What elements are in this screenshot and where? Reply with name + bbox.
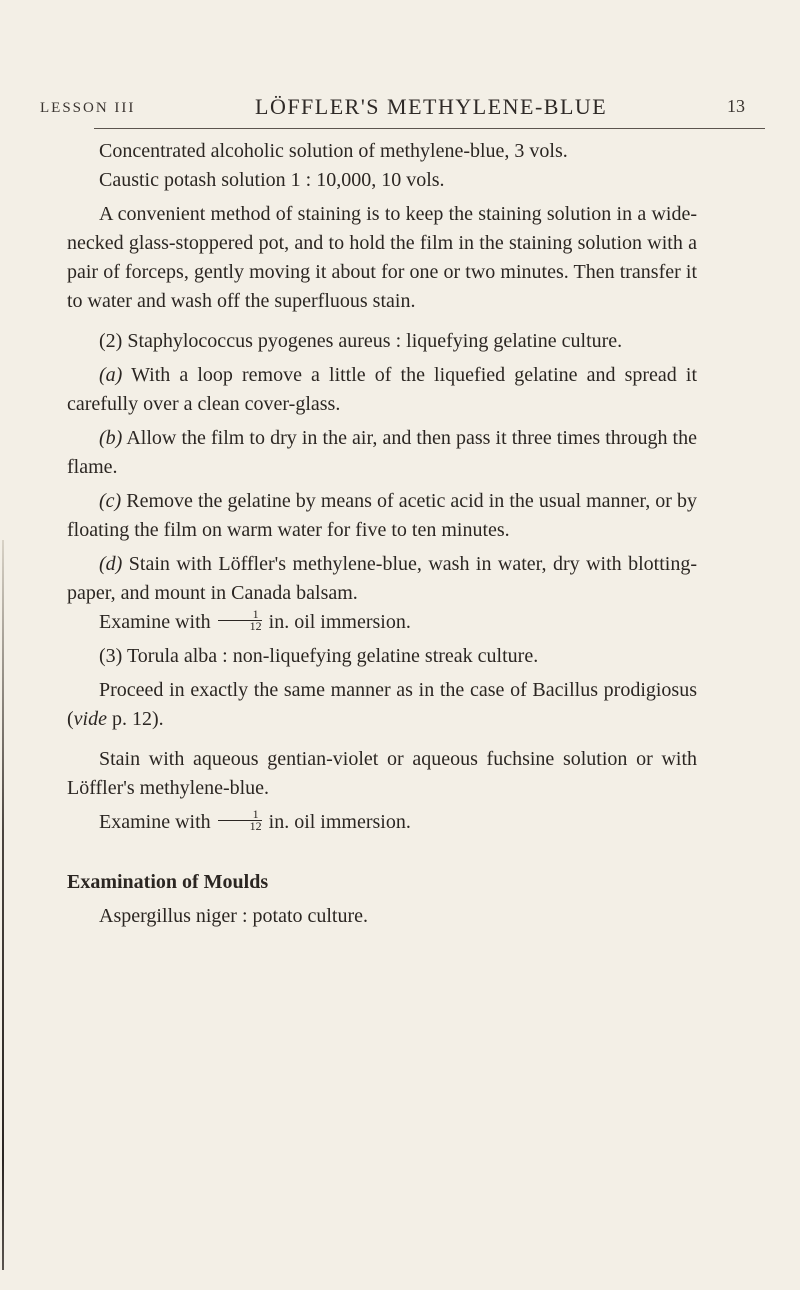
step-a-marker: (a) [99,364,123,386]
fraction-numerator: 1 [218,609,262,621]
page-body [67,137,697,931]
page-edge-shadow [2,540,4,1270]
step-d [67,550,697,608]
header-rule [94,128,765,129]
running-header [40,86,765,126]
paragraph-ingredient-2: Caustic potash solution 1 : 10,000, 10 vols. [99,169,445,191]
examine-line-1 [67,608,697,637]
page-number: 13 [727,96,745,116]
vide-page: p. 12). [106,708,164,730]
step-c [67,487,697,545]
paragraph-staining-method: A convenient method of staining is to keep the staining solution in a wide-necked glass-stoppered pot, and to hold the film in the staining solution with a pair of forceps, gently moving it about for one or two minutes. Then transfer it to water and wash off the superfluous stain. [67,203,697,312]
lesson-label: LESSON III [40,100,136,116]
page-title: LÖFFLER'S METHYLENE-BLUE [255,94,608,119]
examine-lead-2: Examine with [99,811,211,833]
paragraph-staphylococcus: (2) Staphylococcus pyogenes aureus : liquefying gelatine culture. [99,330,623,352]
step-b-marker: (b) [99,427,123,449]
step-a [67,361,697,419]
fraction-numerator-2: 1 [218,809,262,821]
proceed-text: Proceed in exactly the same manner as in the case of Bacillus prodigiosus ( [67,679,697,730]
fraction-denominator-2: 12 [249,819,262,833]
vide-word: vide [73,708,107,730]
step-c-text: Remove the gelatine by means of acetic acid in the usual manner, or by floating the film on warm water for five to ten minutes. [67,490,698,541]
examine-line-2 [67,808,697,837]
step-d-marker: (d) [99,553,123,575]
fraction-one-twelfth-2 [218,809,262,832]
paragraph-proceed [67,676,697,734]
examine-tail-2: in. oil immersion. [268,811,411,833]
fraction-one-twelfth [218,609,262,632]
step-a-text: With a loop remove a little of the liquefied gelatine and spread it carefully over a clean cover-glass. [67,364,697,415]
paragraph-ingredient-1: Concentrated alcoholic solution of methylene-blue, 3 vols. [99,140,568,162]
paragraph-stain-gentian: Stain with aqueous gentian-violet or aqueous fuchsine solution or with Löffler's methylene-blue. [67,748,697,799]
step-c-marker: (c) [99,490,122,512]
step-d-text: Stain with Löffler's methylene-blue, wash in water, dry with blotting-paper, and mount in Canada balsam. [67,553,698,604]
paragraph-aspergillus: Aspergillus niger : potato culture. [99,905,369,927]
fraction-denominator: 12 [249,619,262,633]
step-b [67,424,697,482]
examine-lead: Examine with [99,611,211,633]
step-b-text: Allow the film to dry in the air, and then pass it three times through the flame. [67,427,697,478]
section-heading: Examination of Moulds [67,871,269,893]
paragraph-torula: (3) Torula alba : non-liquefying gelatine streak culture. [99,645,539,667]
examine-tail: in. oil immersion. [268,611,411,633]
